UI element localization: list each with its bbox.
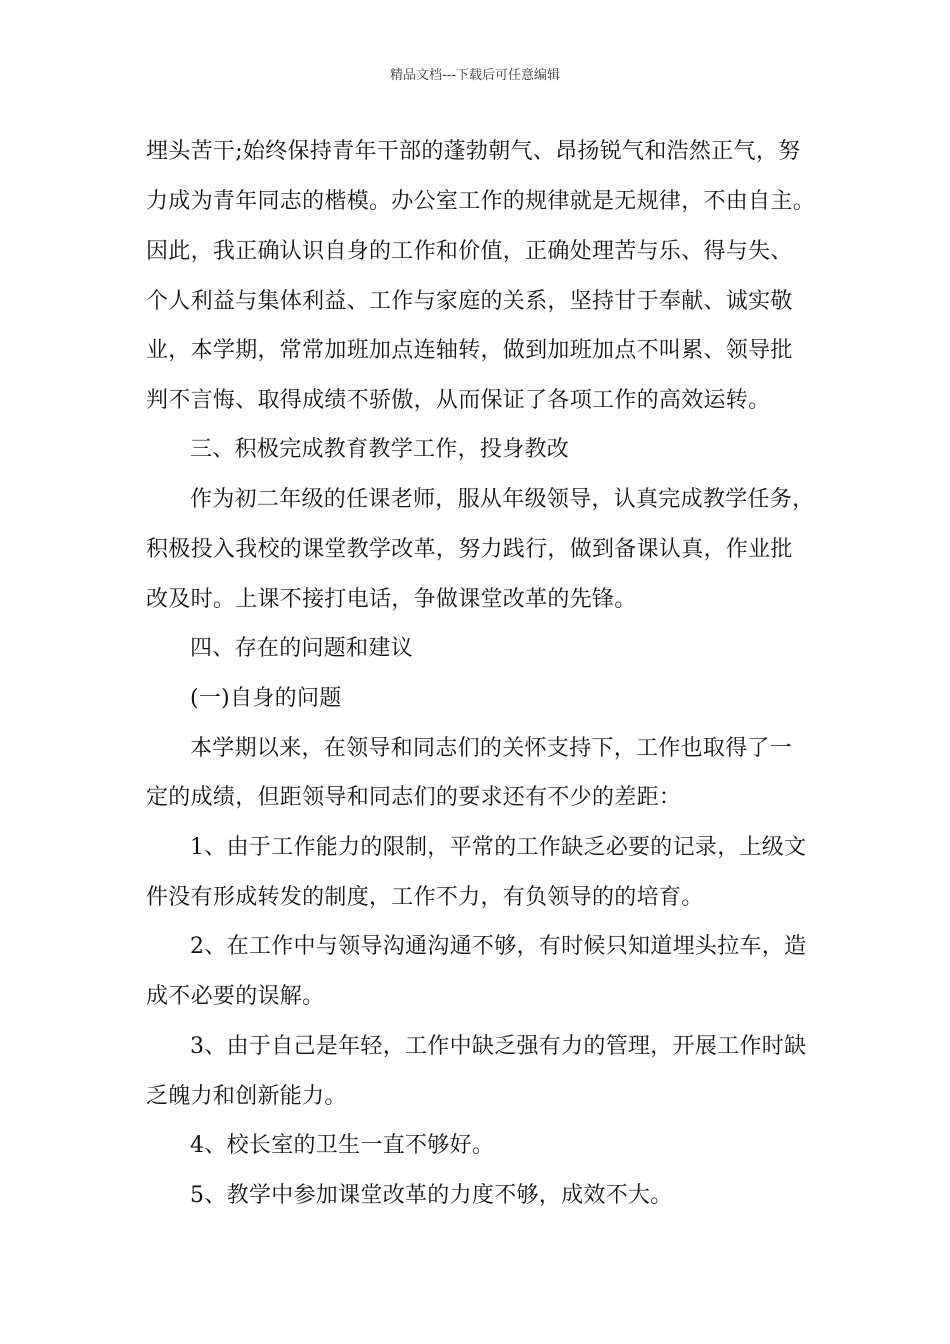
list-item: 2、在工作中与领导沟通沟通不够，有时候只知道埋头拉车，造 bbox=[190, 934, 807, 959]
body-line: 个人利益与集体利益、工作与家庭的关系，坚持甘于奉献、诚实敬 bbox=[146, 289, 793, 314]
body-line: 作为初二年级的任课老师，服从年级领导，认真完成教学任务， bbox=[190, 487, 815, 512]
body-line: 埋头苦干;始终保持青年干部的蓬勃朝气、昂扬锐气和浩然正气，努 bbox=[146, 139, 801, 164]
list-item: 3、由于自己是年轻，工作中缺乏强有力的管理，开展工作时缺 bbox=[190, 1034, 807, 1059]
body-line: 力成为青年同志的楷模。办公室工作的规律就是无规律，不由自主。 bbox=[146, 189, 816, 214]
body-line: 件没有形成转发的制度，工作不力，有负领导的的培育。 bbox=[146, 885, 704, 910]
body-line: 因此，我正确认识自身的工作和价值，正确处理苦与乐、得与失、 bbox=[146, 239, 793, 264]
body-line: 业，本学期，常常加班加点连轴转，做到加班加点不叫累、领导批 bbox=[146, 338, 793, 363]
body-line: 成不必要的误解。 bbox=[146, 984, 325, 1009]
body-line: 改及时。上课不接打电话，争做课堂改革的先锋。 bbox=[146, 587, 637, 612]
page-header: 精品文档---下载后可任意编辑 bbox=[389, 68, 561, 83]
body-line: 积极投入我校的课堂教学改革，努力践行，做到备课认真，作业批 bbox=[146, 537, 793, 562]
list-item: 4、校长室的卫生一直不够好。 bbox=[190, 1133, 495, 1158]
body-line: 乏魄力和创新能力。 bbox=[146, 1084, 347, 1109]
section-heading: 三、积极完成教育教学工作，投身教改 bbox=[190, 437, 570, 462]
list-item: 1、由于工作能力的限制，平常的工作缺乏必要的记录，上级文 bbox=[190, 835, 807, 860]
subsection-heading: (一)自身的问题 bbox=[190, 686, 342, 711]
body-line: 本学期以来，在领导和同志们的关怀支持下，工作也取得了一 bbox=[190, 736, 793, 761]
body-line: 定的成绩，但距领导和同志们的要求还有不少的差距： bbox=[146, 785, 682, 810]
body-line: 判不言悔、取得成绩不骄傲，从而保证了各项工作的高效运转。 bbox=[146, 388, 771, 413]
list-item: 5、教学中参加课堂改革的力度不够，成效不大。 bbox=[190, 1183, 673, 1208]
section-heading: 四、存在的问题和建议 bbox=[190, 636, 414, 661]
